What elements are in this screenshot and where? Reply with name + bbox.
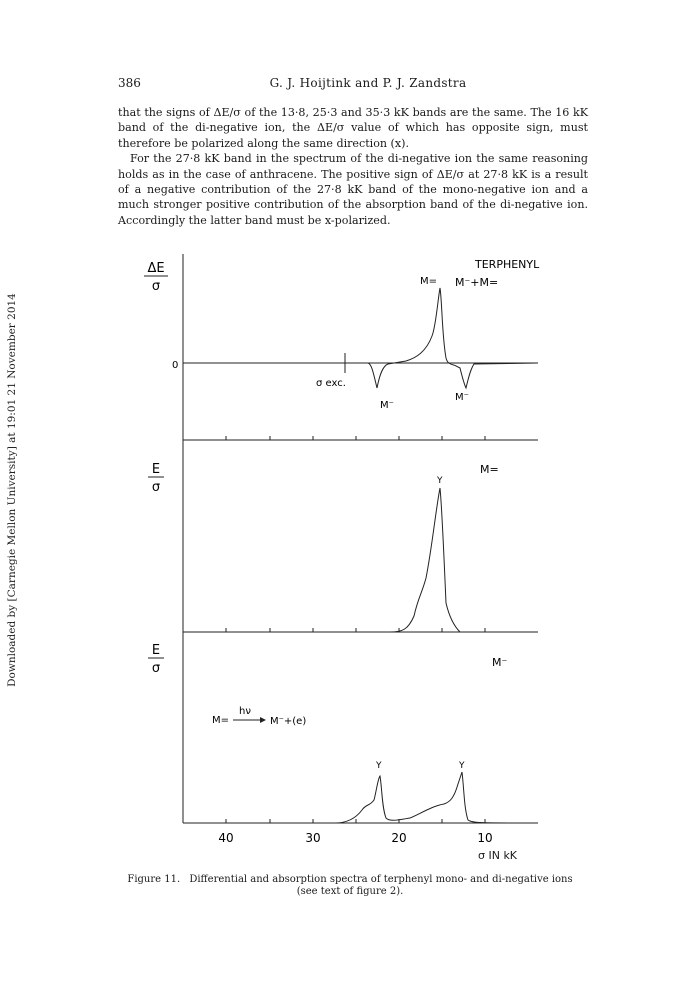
bottom-peak-label-2: Y bbox=[459, 761, 465, 771]
mononegative-absorption-line bbox=[183, 772, 538, 823]
running-header bbox=[118, 76, 588, 94]
top-reaction-right: M⁻+M= bbox=[455, 276, 499, 289]
caption-text: Differential and absorption spectra of terphenyl mono- and di-negative ions bbox=[189, 874, 573, 885]
x-tick-label: 30 bbox=[305, 831, 321, 845]
running-head-authors: G. J. Hoijtink and P. J. Zandstra bbox=[269, 76, 467, 90]
figure-caption bbox=[100, 874, 600, 898]
top-ylabel-den: σ bbox=[151, 279, 161, 294]
dip-label-1: M⁻ bbox=[380, 400, 394, 411]
paragraph: For the 27·8 kK band in the spectrum of the di-negative ion the same reasoning holds as in the case of anthracene. The positive sign of ΔE/σ at 27·8 kK is a result of a negative contribution of the 27·8 kK band of the mono-negative ion and a much stronger positive contribution of the absorption band of the di-negative ion. Accordingly the latter band must be x-polarized. bbox=[118, 152, 588, 227]
separator-ticks-top bbox=[226, 436, 485, 440]
figure-11 bbox=[120, 248, 550, 853]
x-tick-label: 20 bbox=[391, 831, 407, 845]
bottom-species-label: M⁻ bbox=[492, 656, 508, 669]
middle-ylabel-den: σ bbox=[151, 480, 161, 495]
bottom-reaction-right: M⁻+(e) bbox=[270, 716, 307, 727]
differential-spectrum-line bbox=[350, 288, 538, 388]
bottom-peak-label-1: Y bbox=[376, 761, 382, 771]
separator-ticks-middle bbox=[226, 628, 485, 632]
dinegative-absorption-line bbox=[183, 488, 538, 632]
spectra-figure bbox=[120, 248, 550, 848]
paragraph: that the signs of ΔE/σ of the 13·8, 25·3 and 35·3 kK bands are the same. The 16 kK band of the di-negative ion, the ΔE/σ value of which has opposite sign, must therefore be polarized along the same direction (x). bbox=[118, 106, 588, 150]
middle-species-label: M= bbox=[480, 463, 499, 476]
x-axis-label-text: σ IN kK bbox=[478, 849, 518, 862]
x-axis-label bbox=[478, 849, 517, 862]
zero-label: 0 bbox=[172, 360, 179, 371]
bottom-ylabel-den: σ bbox=[151, 661, 161, 676]
bottom-ylabel-num: E bbox=[151, 643, 161, 658]
reaction-arrow-head bbox=[260, 717, 266, 723]
page-number: 386 bbox=[118, 76, 141, 90]
dip-label-2: M⁻ bbox=[455, 392, 469, 403]
x-axis-ticks bbox=[226, 819, 485, 823]
bottom-reaction-left: M= bbox=[212, 715, 230, 726]
body-text bbox=[118, 105, 588, 228]
middle-peak-label: Y bbox=[437, 476, 443, 486]
bottom-reaction-hv: hν bbox=[239, 706, 251, 717]
download-sidebar bbox=[0, 0, 24, 984]
middle-ylabel-num: E bbox=[151, 462, 161, 477]
exc-label: σ exc. bbox=[316, 378, 346, 389]
top-reaction-left: M= bbox=[420, 276, 438, 287]
download-note: Downloaded by [Carnegie Mellon University] at 19:01 21 November 2014 bbox=[6, 293, 18, 687]
compound-title: TERPHENYL bbox=[475, 258, 540, 271]
top-ylabel-num: ΔE bbox=[147, 261, 165, 276]
x-tick-label: 10 bbox=[477, 831, 493, 845]
caption-text-2: (see text of figure 2). bbox=[296, 886, 404, 897]
x-tick-label: 40 bbox=[218, 831, 234, 845]
caption-label: Figure 11. bbox=[127, 874, 181, 885]
